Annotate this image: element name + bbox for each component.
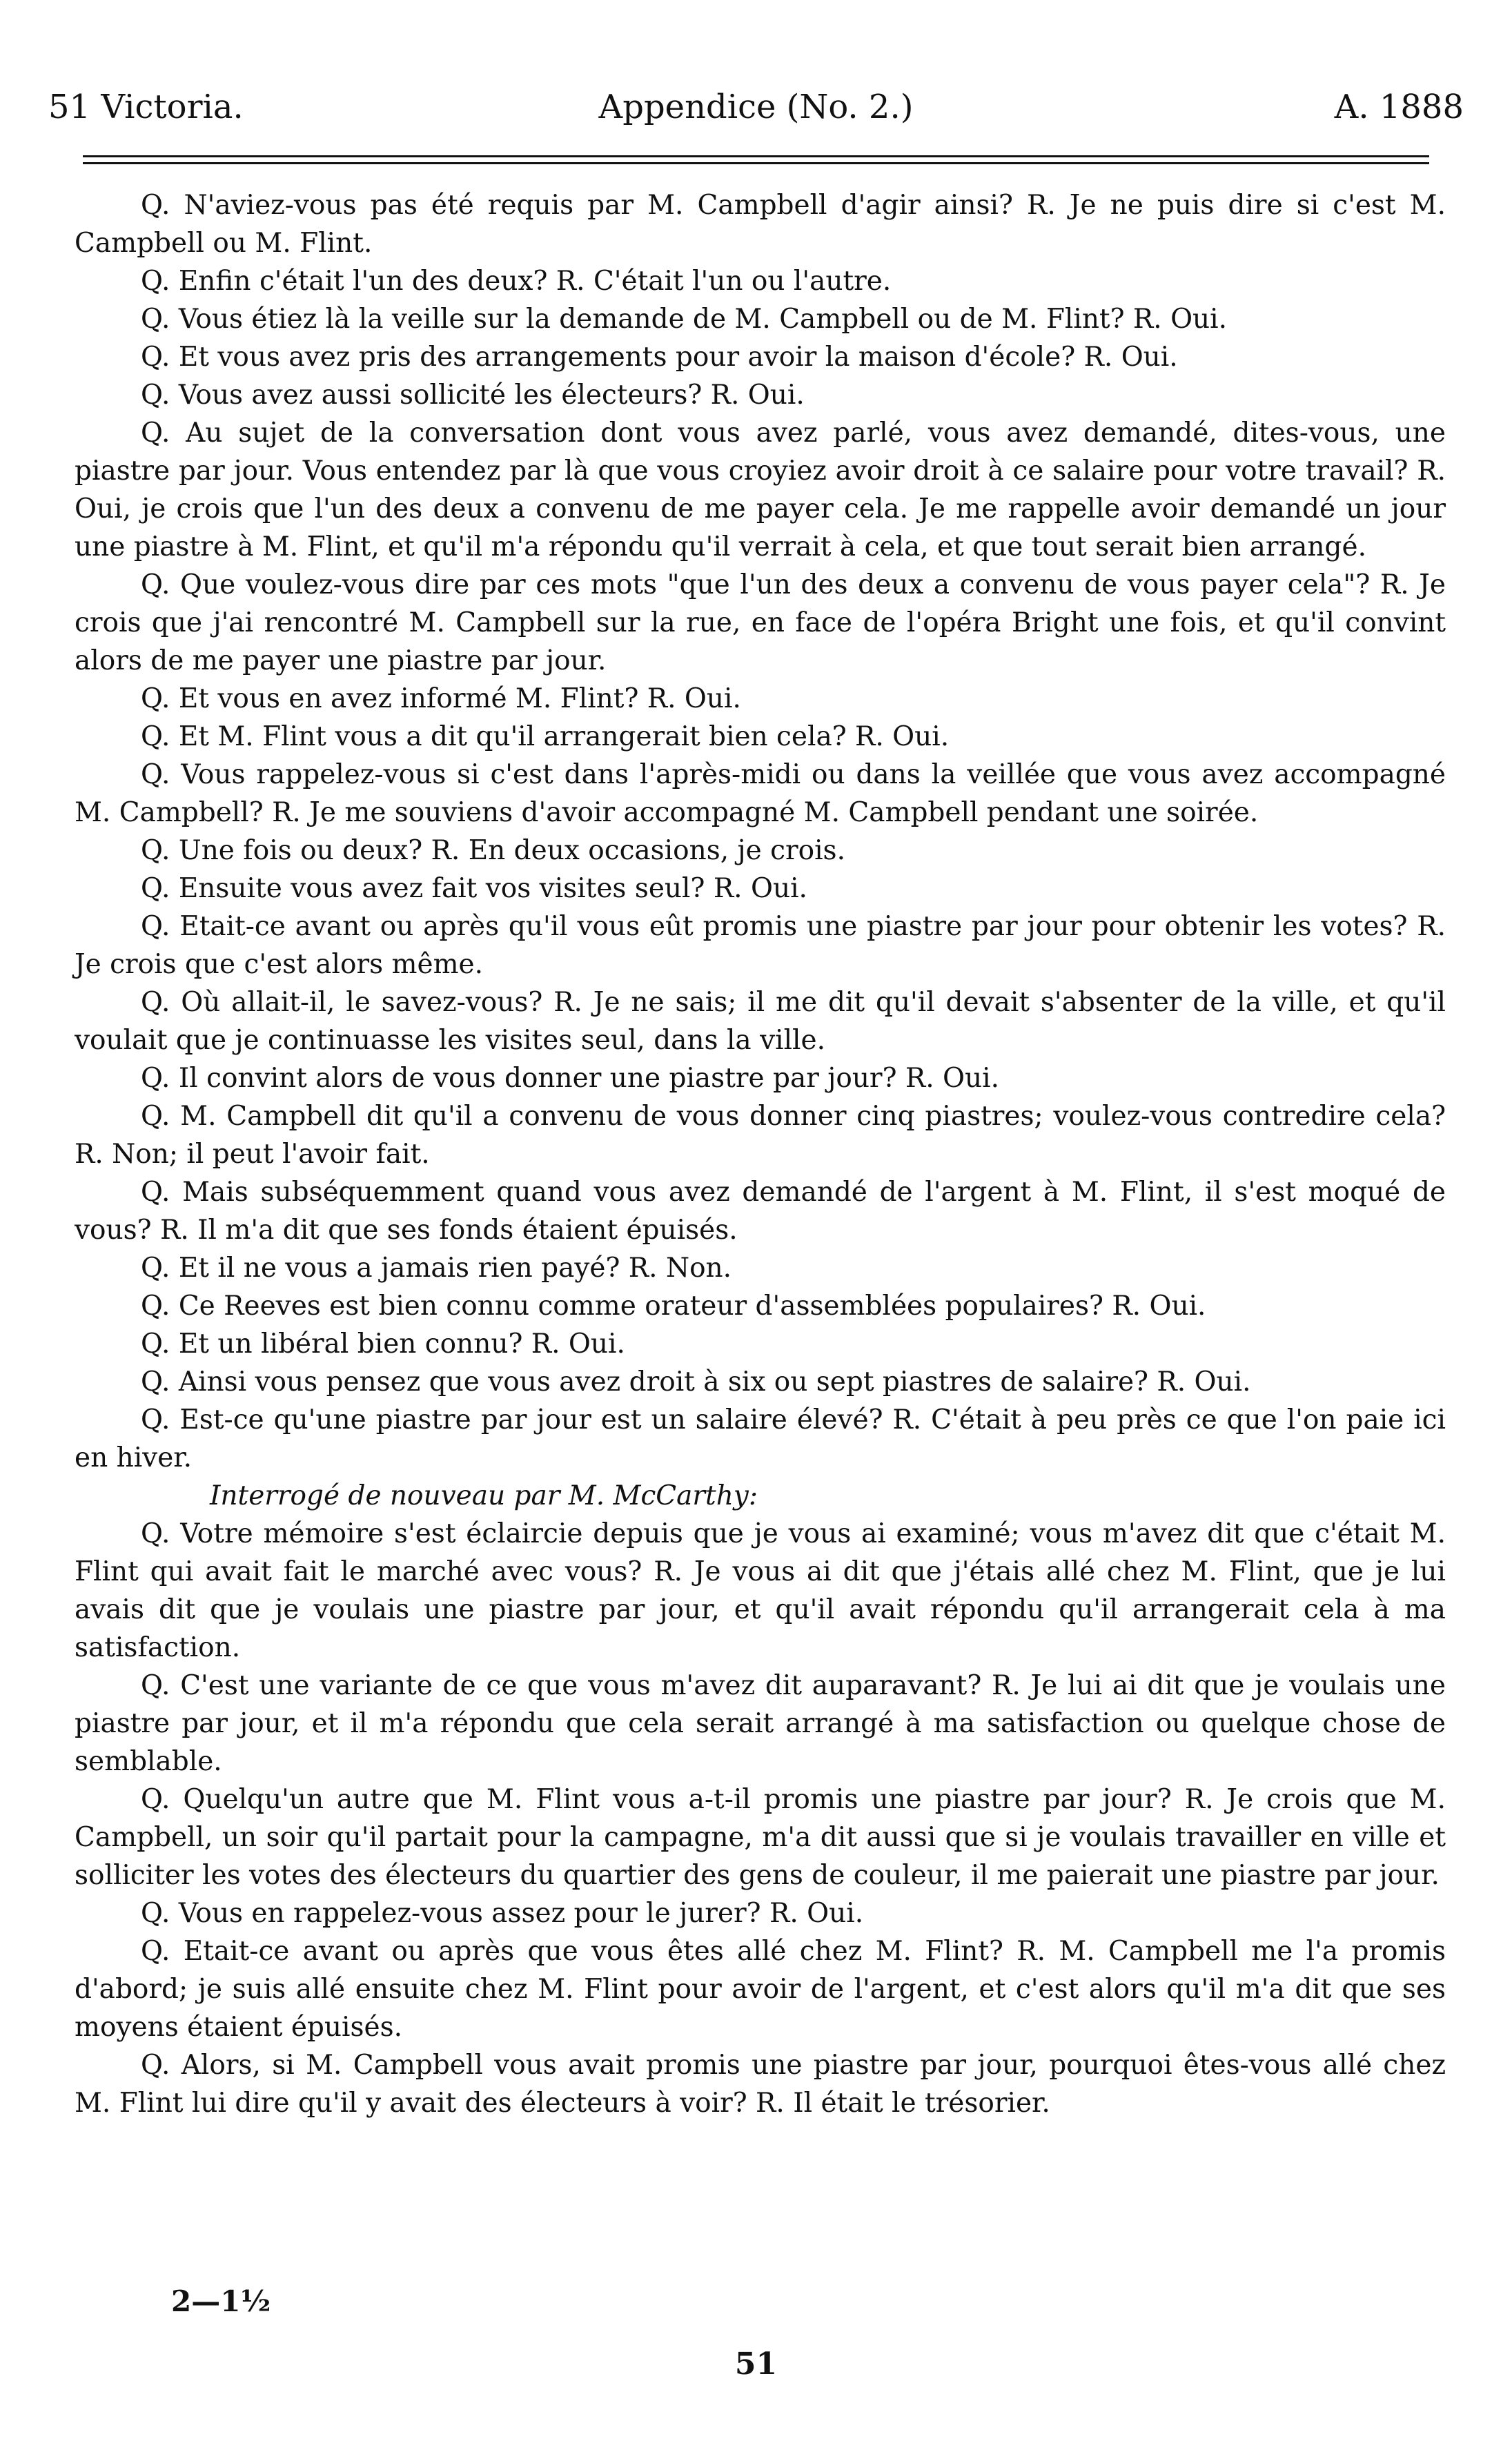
- testimony-paragraph: Q. Où allait-il, le savez-vous? R. Je ne sais; il me dit qu'il devait s'absenter de la ville, et qu'il voulait que je continuasse les visites seul, dans la ville.: [75, 987, 1446, 1056]
- testimony-paragraph: Q. Quelqu'un autre que M. Flint vous a-t-il promis une piastre par jour? R. Je crois que M. Campbell, un soir qu'il partait pour la campagne, m'a dit aussi que si je voulais travailler en ville et solliciter les votes des électeurs du quartier des gens de couleur, il me paierait une piastre par jour.: [75, 1784, 1446, 1891]
- testimony-paragraph: Q. Vous rappelez-vous si c'est dans l'après-midi ou dans la veillée que vous avez accompagné M. Campbell? R. Je me souviens d'avoir accompagné M. Campbell pendant une soirée.: [75, 759, 1446, 828]
- testimony-paragraph: Q. Etait-ce avant ou après qu'il vous eût promis une piastre par jour pour obtenir les votes? R. Je crois que c'est alors même.: [75, 911, 1446, 980]
- testimony-paragraph: Q. Au sujet de la conversation dont vous avez parlé, vous avez demandé, dites-vous, une piastre par jour. Vous entendez par là que vous croyiez avoir droit à ce salaire pour votre travail? R. Oui, je crois que l'un des deux a convenu de me payer cela. Je me rappelle avoir demandé un jour une piastre à M. Flint, et qu'il m'a répondu qu'il verrait à cela, et que tout serait bien arrangé.: [75, 418, 1446, 562]
- testimony-paragraph: Q. C'est une variante de ce que vous m'avez dit auparavant? R. Je lui ai dit que je voulais une piastre par jour, et il m'a répondu que cela serait arrangé à ma satisfaction ou quelque chose de semblable.: [75, 1670, 1446, 1777]
- header-rule-bottom: [83, 162, 1429, 164]
- testimony-paragraph: Q. M. Campbell dit qu'il a convenu de vous donner cinq piastres; voulez-vous contredire cela? R. Non; il peut l'avoir fait.: [75, 1101, 1446, 1170]
- page-number: 51: [734, 2346, 778, 2382]
- section-subheading: Interrogé de nouveau par M. McCarthy:: [210, 1480, 758, 1511]
- testimony-body: [75, 186, 1446, 2122]
- testimony-paragraph: Q. Enfin c'était l'un des deux? R. C'était l'un ou l'autre.: [141, 266, 892, 297]
- header-appendix: Appendice (No. 2.): [598, 88, 914, 126]
- testimony-paragraph: Q. Ce Reeves est bien connu comme orateur d'assemblées populaires? R. Oui.: [141, 1291, 1206, 1322]
- testimony-paragraph: Q. Ensuite vous avez fait vos visites seul? R. Oui.: [141, 873, 807, 904]
- testimony-paragraph: Q. Vous étiez là la veille sur la demande de M. Campbell ou de M. Flint? R. Oui.: [141, 304, 1228, 335]
- testimony-paragraph: Q. Et un libéral bien connu? R. Oui.: [141, 1329, 625, 1360]
- testimony-paragraph: Q. Vous en rappelez-vous assez pour le jurer? R. Oui.: [141, 1898, 864, 1929]
- running-header: [48, 83, 1464, 131]
- testimony-paragraph: Q. Que voulez-vous dire par ces mots "que l'un des deux a convenu de vous payer cela"? R. Je crois que j'ai rencontré M. Campbell sur la rue, en face de l'opéra Bright une fois, et qu'il convint alors de me payer une piastre par jour.: [75, 569, 1446, 676]
- testimony-paragraph: Q. Et vous en avez informé M. Flint? R. Oui.: [141, 683, 741, 714]
- header-rule-top: [83, 155, 1429, 157]
- header-year: A. 1888: [1334, 88, 1464, 126]
- testimony-paragraph: Q. Et M. Flint vous a dit qu'il arrangerait bien cela? R. Oui.: [141, 721, 950, 752]
- testimony-paragraph: Q. Votre mémoire s'est éclaircie depuis que je vous ai examiné; vous m'avez dit que c'était M. Flint qui avait fait le marché avec vous? R. Je vous ai dit que j'étais allé chez M. Flint, que je lui avais dit que je voulais une piastre par jour, et qu'il avait répondu qu'il arrangerait cela à ma satisfaction.: [75, 1518, 1446, 1663]
- testimony-paragraph: Q. Une fois ou deux? R. En deux occasions, je crois.: [141, 835, 845, 866]
- testimony-paragraph: Q. Il convint alors de vous donner une piastre par jour? R. Oui.: [141, 1063, 1000, 1094]
- testimony-paragraph: Q. Et il ne vous a jamais rien payé? R. Non.: [141, 1253, 732, 1284]
- testimony-paragraph: Q. Ainsi vous pensez que vous avez droit à six ou sept piastres de salaire? R. Oui.: [141, 1366, 1251, 1398]
- testimony-paragraph: Q. N'aviez-vous pas été requis par M. Campbell d'agir ainsi? R. Je ne puis dire si c'est M. Campbell ou M. Flint.: [75, 190, 1446, 259]
- header-session: 51 Victoria.: [48, 88, 244, 126]
- signature-mark: 2—1½: [171, 2284, 271, 2318]
- testimony-paragraph: Q. Est-ce qu'une piastre par jour est un salaire élevé? R. C'était à peu près ce que l'on paie ici en hiver.: [75, 1404, 1446, 1473]
- testimony-paragraph: Q. Et vous avez pris des arrangements pour avoir la maison d'école? R. Oui.: [141, 342, 1178, 373]
- testimony-paragraph: Q. Vous avez aussi sollicité les électeurs? R. Oui.: [141, 380, 805, 411]
- testimony-paragraph: Q. Etait-ce avant ou après que vous êtes allé chez M. Flint? R. M. Campbell me l'a promis d'abord; je suis allé ensuite chez M. Flint pour avoir de l'argent, et c'est alors qu'il m'a dit que ses moyens étaient épuisés.: [75, 1936, 1446, 2043]
- testimony-paragraph: Q. Alors, si M. Campbell vous avait promis une piastre par jour, pourquoi êtes-vous allé chez M. Flint lui dire qu'il y avait des électeurs à voir? R. Il était le trésorier.: [75, 2050, 1446, 2119]
- testimony-paragraph: Q. Mais subséquemment quand vous avez demandé de l'argent à M. Flint, il s'est moqué de vous? R. Il m'a dit que ses fonds étaient épuisés.: [75, 1177, 1446, 1246]
